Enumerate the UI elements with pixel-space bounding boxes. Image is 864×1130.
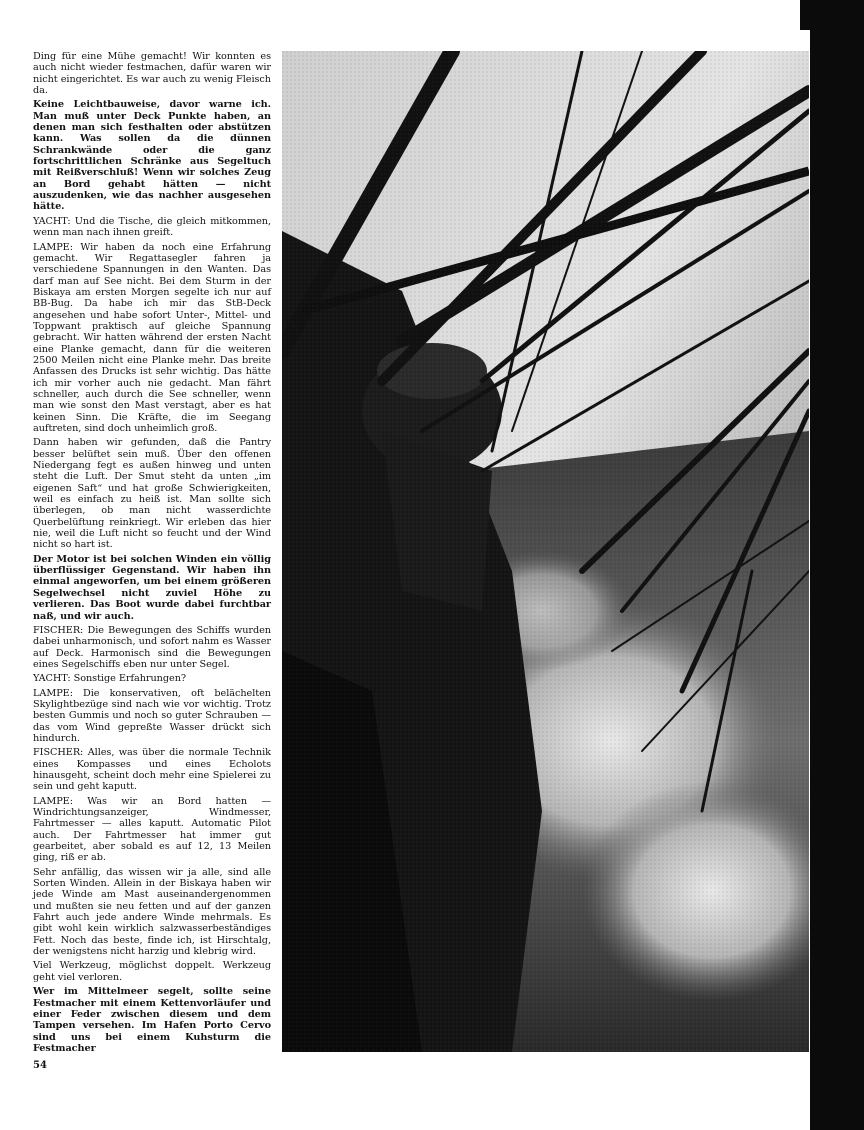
paragraph: LAMPE: Was wir an Bord hatten — Windrichtungsanzeiger, Windmesser, Fahrtmesser — alles kaputt. Automatic Pilot auch. Der Fahrtmesser hat immer gut gearbeitet, aber sobald es auf 12, 13 Meilen ging, riß er ab.	[33, 795, 271, 864]
paragraph: FISCHER: Alles, was über die normale Technik eines Kompasses und eines Echolots hinausgeht, scheint doch mehr eine Spielerei zu sein und geht kaputt.	[33, 747, 271, 793]
paragraph: Dann haben wir gefunden, daß die Pantry besser belüftet sein muß. Über den offenen Niedergang fegt es außen hinweg und unten steht die Luft. Der Smut steht da unten „im eigenen Saft“ und hat große Schwierigkeiten, weil es einfach zu heiß ist. Man sollte sich überlegen, ob man nicht wasserdichte Querbelüftung reinkriegt. Wir erleben das hier nie, weil die Luft nicht so feucht und der Wind nicht so hart ist.	[33, 437, 271, 551]
sailing-storm-photo	[282, 51, 809, 1052]
page-edge-bar	[810, 0, 864, 1130]
paragraph-bold: Der Motor ist bei solchen Winden ein völlig überflüssiger Gegenstand. Wir haben ihn einmal angeworfen, um bei einem größeren Segelwechsel nicht zuviel Höhe zu verlieren. Das Boot wurde dabei furchtbar naß, und wir auch.	[33, 553, 271, 622]
paragraph: FISCHER: Die Bewegungen des Schiffs wurden dabei unharmonisch, und sofort nahm es Wasser auf Deck. Harmonisch sind die Bewegungen eines Segelschiffs eben nur unter Segel.	[33, 624, 271, 670]
paragraph: LAMPE: Die konservativen, oft belächelten Skylightbezüge sind nach wie vor wichtig. Trotz besten Gummis und noch so guter Schrauben — das vom Wind gepreßte Wasser drückt sich hindurch.	[33, 687, 271, 744]
paragraph: Viel Werkzeug, möglichst doppelt. Werkzeug geht viel verloren.	[33, 960, 271, 983]
paragraph: LAMPE: Wir haben da noch eine Erfahrung gemacht. Wir Regattasegler fahren ja verschiedene Spannungen in den Wanten. Das darf man auf See nicht. Bei dem Sturm in der Biskaya am ersten Morgen segelte ich nur auf BB-Bug. Da habe ich mir das StB-Deck angesehen und habe sofort Unter-, Mittel- und Toppwant praktisch auf gleiche Spannung gebracht. Wir hatten während der ersten Nacht eine Planke gemacht, dann für die weiteren 2500 Meilen nicht eine Planke mehr. Das breite Anfassen des Drucks ist sehr wichtig. Das hätte ich mir vorher auch nie gedacht. Man fährt schneller, auch durch die See schneller, wenn man wie sonst den Mast verstagt, aber es hat keinen Sinn. Die Kräfte, die im Seegang auftreten, sind doch unheimlich groß.	[33, 241, 271, 434]
photo-illustration	[282, 51, 809, 1052]
paragraph: Ding für eine Mühe gemacht! Wir konnten es auch nicht wieder festmachen, dafür waren wir nicht eingerichtet. Es war auch zu wenig Fleisch da.	[33, 51, 271, 97]
paragraph: Sehr anfällig, das wissen wir ja alle, sind alle Sorten Winden. Allein in der Biskaya haben wir jede Winde am Mast auseinandergenommen und mußten sie neu fetten und auf der ganzen Fahrt auch jede andere Winde mehrmals. Es gibt wohl kein wirklich salzwasserbeständiges Fett. Noch das beste, finde ich, ist Hirschtalg, der wenigstens nicht harzig und klebrig wird.	[33, 866, 271, 958]
page-number: 54	[33, 1060, 47, 1071]
paragraph-bold: Wer im Mittelmeer segelt, sollte seine Festmacher mit einem Kettenvorläufer und einer Feder zwischen diesem und dem Tampen versehen. Im Hafen Porto Cervo sind uns bei einem Kuhsturm die Festmacher	[33, 986, 271, 1054]
article-text-column	[33, 51, 271, 1057]
paragraph-bold: Keine Leichtbauweise, davor warne ich. Man muß unter Deck Punkte haben, an denen man sich festhalten oder abstützen kann. Was sollen da die dünnen Schrankwände oder die ganz fortschrittlichen Schränke aus Segeltuch mit Reißverschluß! Wenn wir solches Zeug an Bord gehabt hätten — nicht auszudenken, wie das nachher ausgesehen hätte.	[33, 99, 271, 213]
paragraph: YACHT: Und die Tische, die gleich mitkommen, wenn man nach ihnen greift.	[33, 215, 271, 239]
paragraph: YACHT: Sonstige Erfahrungen?	[33, 673, 187, 685]
